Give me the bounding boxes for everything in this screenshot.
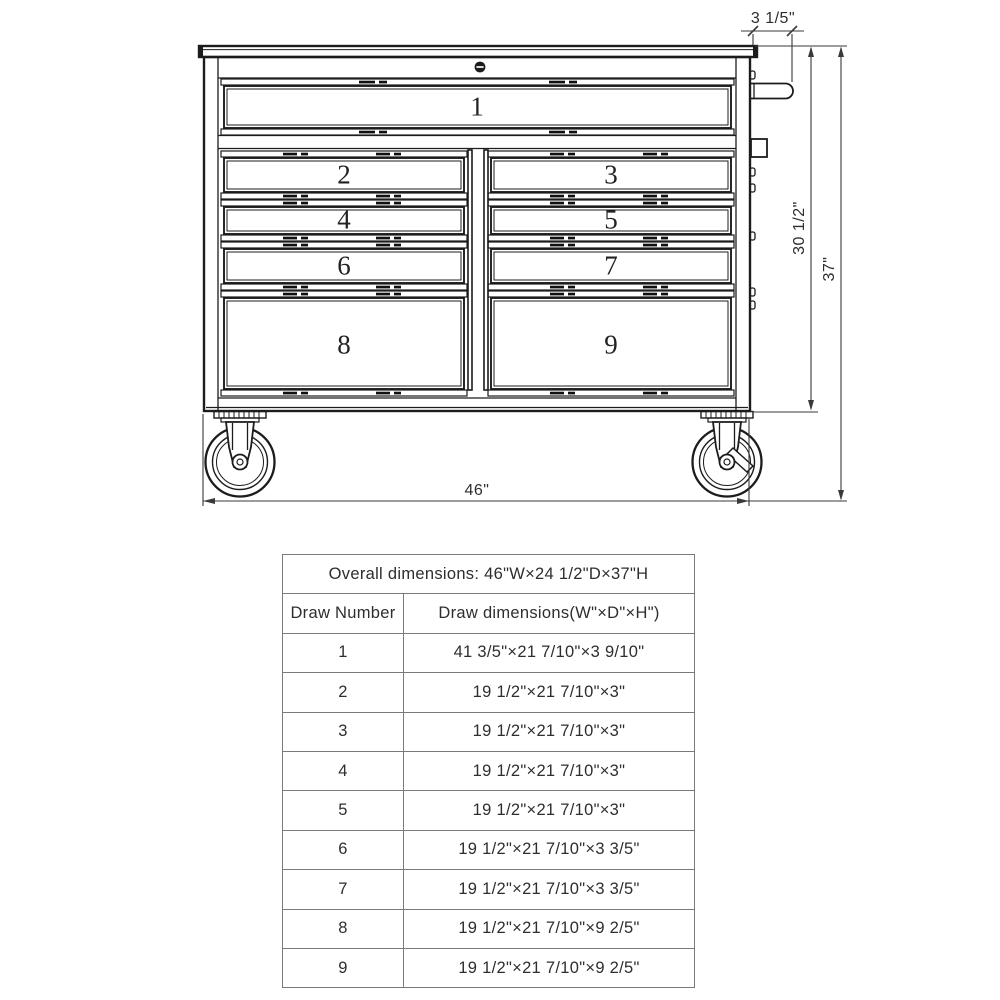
table-row-overall (283, 555, 695, 594)
table-row (283, 751, 695, 790)
draw-dims-cell: 19 1/2"×21 7/10"×3" (404, 712, 695, 751)
dim-body-height (752, 47, 818, 413)
draw-number-cell: 4 (283, 751, 404, 790)
drawer-2-label: 2 (337, 159, 351, 190)
dim-handle-depth-label: 3 1/5" (750, 10, 796, 27)
draw-number-cell: 9 (283, 948, 404, 987)
drawer-6-label: 6 (337, 250, 351, 281)
drawer-5-label: 5 (604, 204, 618, 235)
side-handle (750, 84, 793, 99)
drawer-7-label: 7 (604, 250, 618, 281)
drawer-9-label: 9 (604, 329, 618, 360)
table-row (283, 870, 695, 909)
table-row (283, 673, 695, 712)
draw-dims-cell: 19 1/2"×21 7/10"×3 3/5" (404, 870, 695, 909)
draw-number-cell: 6 (283, 830, 404, 869)
draw-dims-cell: 19 1/2"×21 7/10"×9 2/5" (404, 948, 695, 987)
lock-icon (475, 62, 486, 73)
drawer-3-label: 3 (604, 159, 618, 190)
caster-right (693, 412, 762, 497)
cabinet-top-plate (199, 46, 757, 57)
draw-number-cell: 3 (283, 712, 404, 751)
draw-number-cell: 7 (283, 870, 404, 909)
draw-number-cell: 8 (283, 909, 404, 948)
dim-overall-width-label: 46" (464, 482, 490, 499)
draw-number-cell: 2 (283, 673, 404, 712)
draw-dims-cell: 41 3/5"×21 7/10"×3 9/10" (404, 633, 695, 672)
draw-dims-cell: 19 1/2"×21 7/10"×3" (404, 673, 695, 712)
table-header-row (283, 594, 695, 633)
spec-table (282, 554, 695, 988)
header-draw-number: Draw Number (283, 594, 404, 633)
caster-left (206, 412, 275, 497)
dim-body-height-label: 30 1/2" (791, 201, 808, 255)
draw-dims-cell: 19 1/2"×21 7/10"×3" (404, 791, 695, 830)
draw-number-cell: 1 (283, 633, 404, 672)
table-row (283, 712, 695, 751)
header-draw-dimensions: Draw dimensions(W"×D"×H") (404, 594, 695, 633)
dim-overall-height (838, 47, 844, 501)
table-row (283, 948, 695, 987)
drawer-8-label: 8 (337, 329, 351, 360)
center-divider (468, 150, 488, 390)
draw-dims-cell: 19 1/2"×21 7/10"×3 3/5" (404, 830, 695, 869)
side-knob (751, 139, 767, 157)
table-row (283, 830, 695, 869)
overall-dimensions-cell: Overall dimensions: 46"W×24 1/2"D×37"H (283, 555, 695, 594)
draw-number-cell: 5 (283, 791, 404, 830)
table-row (283, 909, 695, 948)
table-row (283, 633, 695, 672)
table-row (283, 791, 695, 830)
drawer-4-label: 4 (337, 204, 351, 235)
drawer-1-label: 1 (470, 91, 484, 122)
dim-overall-height-label: 37" (821, 256, 838, 282)
draw-dims-cell: 19 1/2"×21 7/10"×3" (404, 751, 695, 790)
draw-dims-cell: 19 1/2"×21 7/10"×9 2/5" (404, 909, 695, 948)
